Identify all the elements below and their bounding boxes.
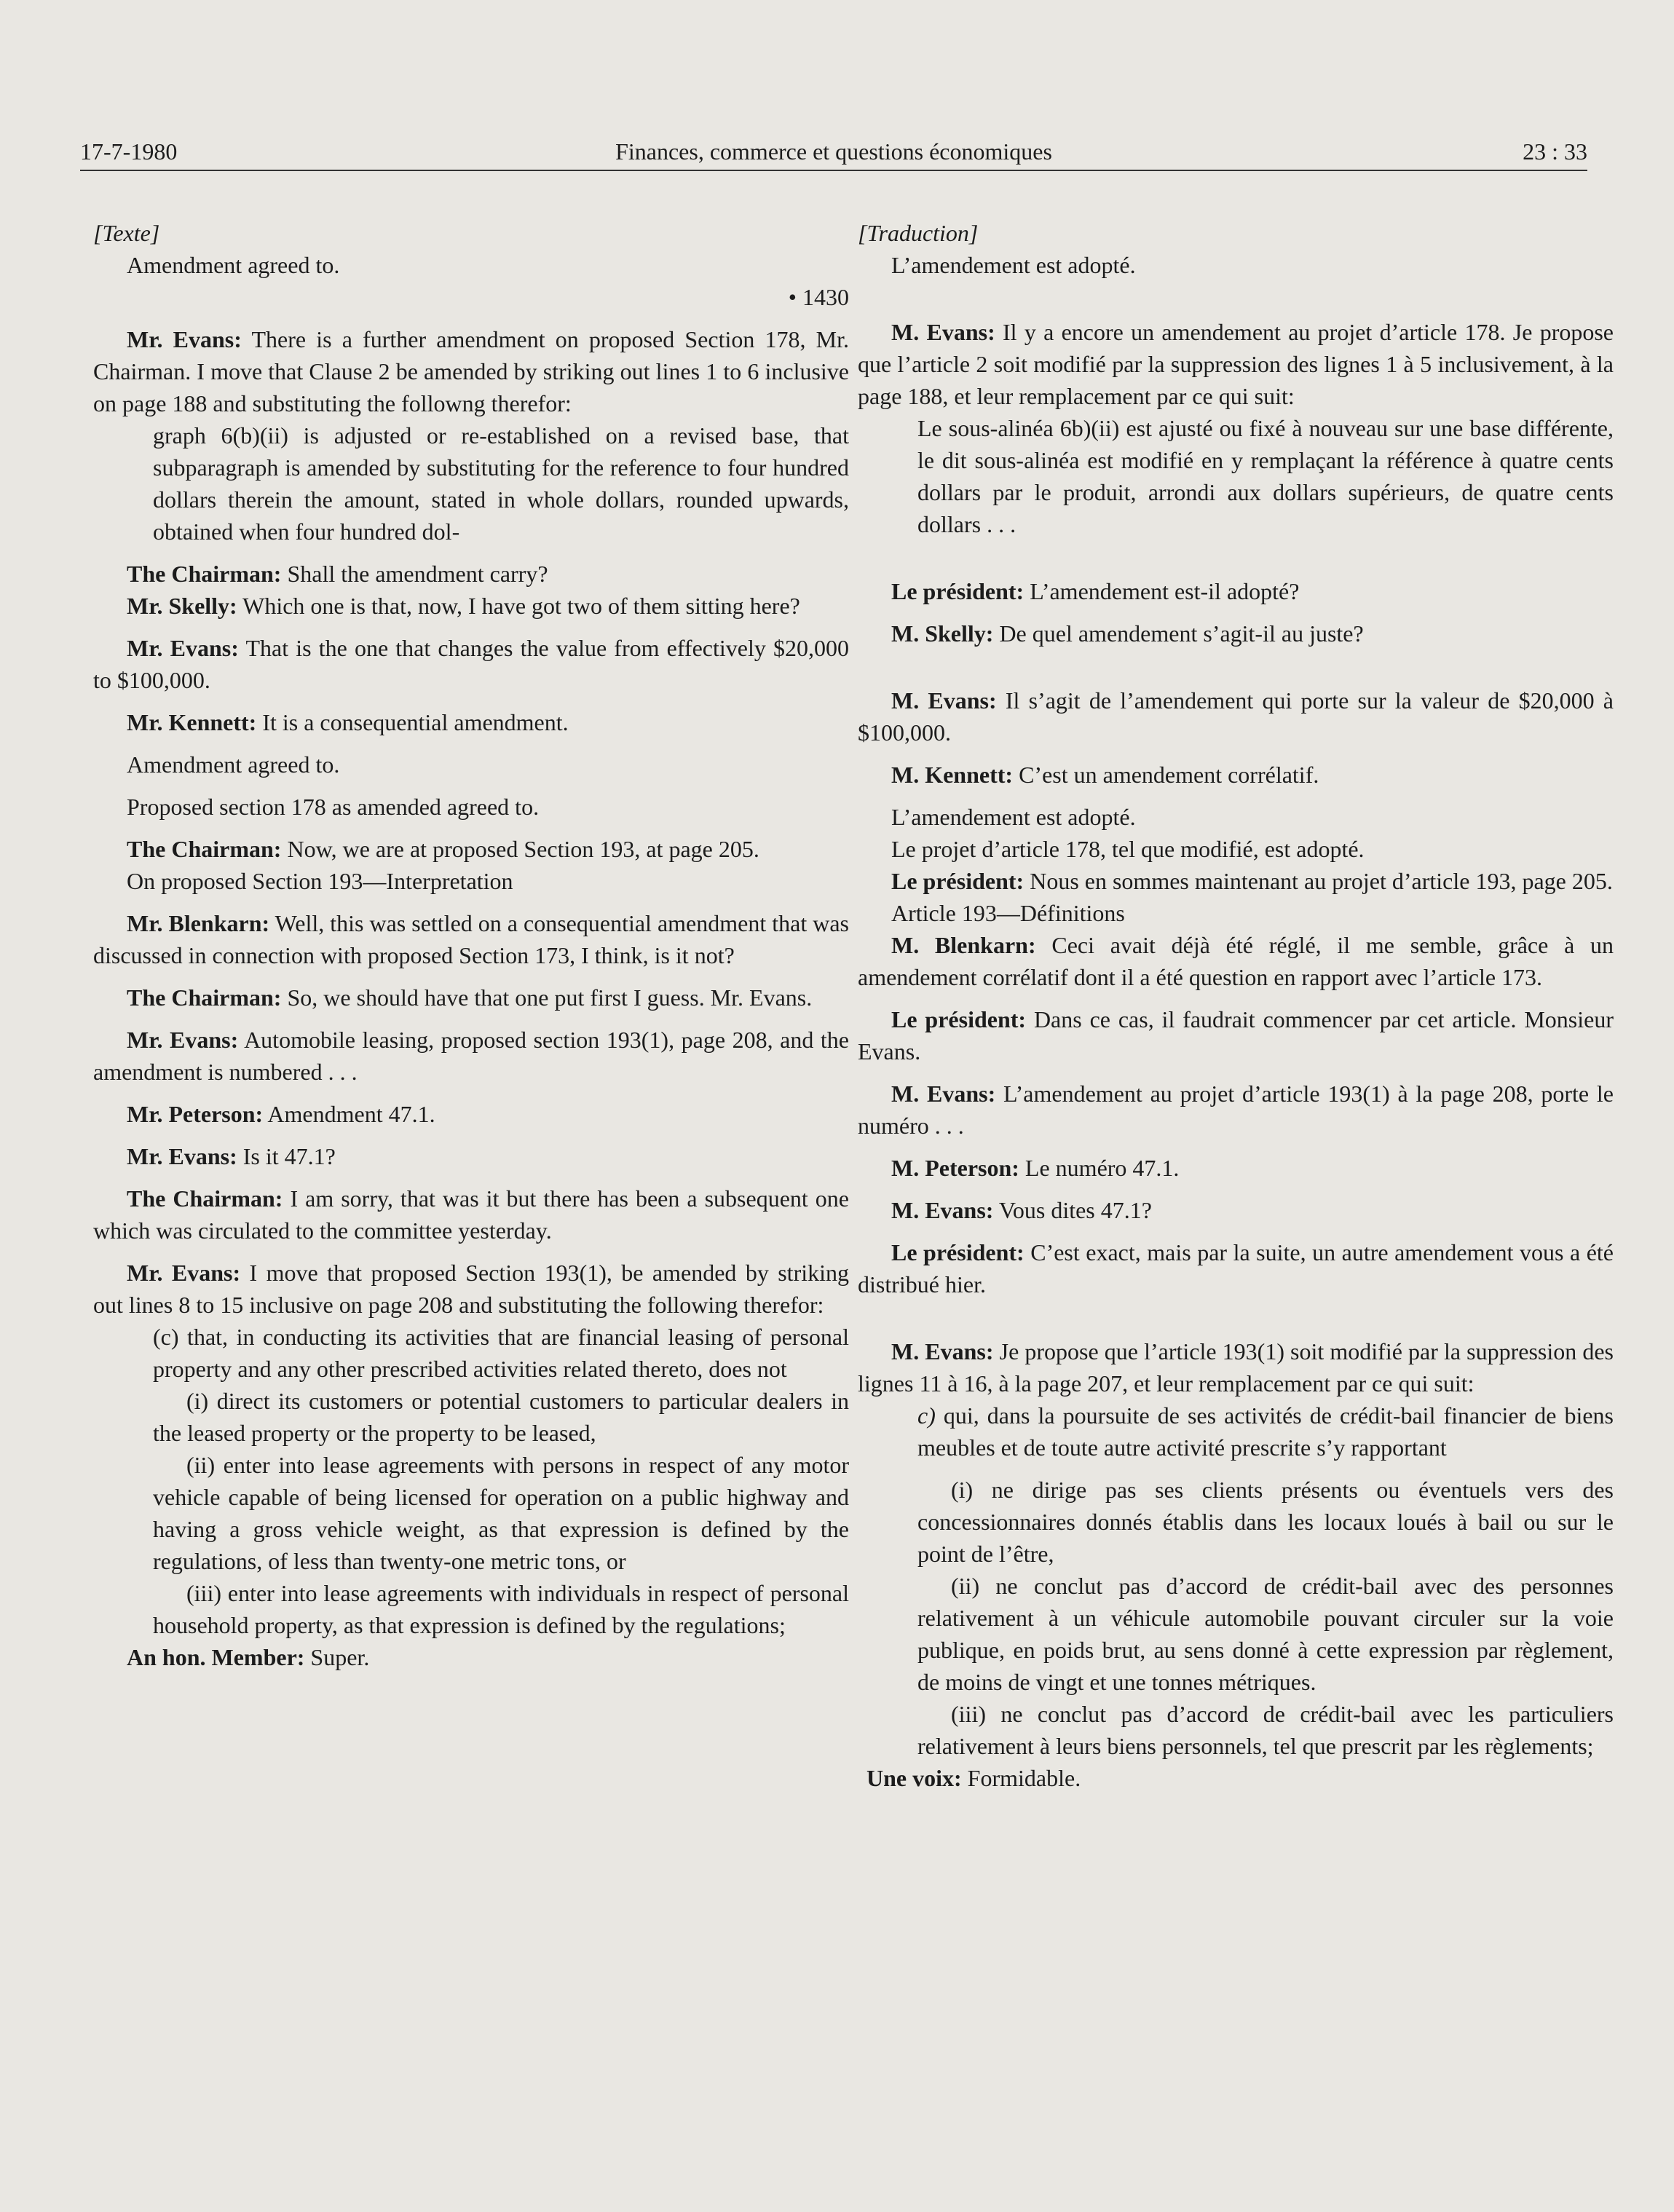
quote-item: (i) ne dirige pas ses clients présents ou éventuels vers des concessionnaires donnés établis dans les locaux loués à bail ou sur le point de l’être, <box>917 1477 1614 1567</box>
speaker: Mr. Evans: <box>127 1027 239 1053</box>
speech <box>93 981 849 1014</box>
speaker: Mr. Kennett: <box>127 709 257 735</box>
speech-text: I move that proposed Section 193(1), be amended by striking out lines 8 to 15 inclusive on page 208 and substituting the following therefor: <box>93 1260 850 1318</box>
paragraph: L’amendement est adopté. <box>891 252 1136 278</box>
speech <box>93 833 849 865</box>
speech-text: Is it 47.1? <box>237 1143 336 1169</box>
speech-text: That is the one that changes the value from effectively $20,000 to $100,000. <box>93 635 850 693</box>
header-date: 17-7-1980 <box>80 138 178 165</box>
speaker: Mr. Evans: <box>127 1260 241 1286</box>
speech <box>93 1182 849 1247</box>
speaker: M. Peterson: <box>891 1155 1019 1181</box>
speaker: M. Kennett: <box>891 762 1014 788</box>
speech <box>93 323 849 419</box>
speech <box>93 590 849 622</box>
speaker: The Chairman: <box>127 836 282 862</box>
quote-item: (iii) enter into lease agreements with individuals in respect of personal household property, as that expression is defined by the regulations; <box>153 1580 849 1638</box>
speaker: An hon. Member: <box>127 1644 305 1670</box>
speech-text: So, we should have that one put first I guess. Mr. Evans. <box>281 984 813 1011</box>
left-column <box>93 217 849 1673</box>
header-title: Finances, commerce et questions économiques <box>615 138 1052 165</box>
quote: (c) that, in conducting its activities that are financial leasing of personal property and any other prescribed activities related thereto, does not <box>153 1324 849 1382</box>
speech <box>93 1641 849 1673</box>
speech <box>93 1257 849 1321</box>
speaker: Le président: <box>891 1239 1024 1265</box>
speaker: Mr. Evans: <box>127 1143 237 1169</box>
speaker: Une voix: <box>866 1765 962 1791</box>
speech <box>93 706 849 738</box>
speaker: The Chairman: <box>127 1185 283 1212</box>
speech <box>93 1098 849 1130</box>
speech-text: Dans ce cas, il faudrait commencer par cet article. Monsieur Evans. <box>858 1006 1614 1064</box>
speaker: Mr. Skelly: <box>127 593 237 619</box>
header-rule <box>80 170 1587 171</box>
quote-item: (ii) ne conclut pas d’accord de crédit-bail avec des personnes relativement à un véhicule automobile pouvant circuler sur la voie publique, en poids brut, au sens donné à cette expression par règlement, de moins de vingt et une tonnes métriques. <box>917 1573 1614 1695</box>
paragraph: Amendment agreed to. <box>127 252 340 278</box>
speaker: M. Skelly: <box>891 620 994 647</box>
speaker: Mr. Blenkarn: <box>127 910 270 936</box>
speech <box>858 929 1614 993</box>
speech <box>93 558 849 590</box>
quote-item: (ii) enter into lease agreements with persons in respect of any motor vehicle capable of being licensed for operation on a public highway and having a gross vehicle weight, as that expression is defined by the regulations, of less than twenty-one metric tons, or <box>153 1452 849 1574</box>
speech-text: Vous dites 47.1? <box>993 1197 1152 1223</box>
speech-text: Which one is that, now, I have got two of them sitting here? <box>237 593 800 619</box>
speech-text: Super. <box>304 1644 370 1670</box>
speaker: Le président: <box>891 868 1024 894</box>
speaker: The Chairman: <box>127 984 282 1011</box>
speaker: M. Blenkarn: <box>891 932 1036 958</box>
speech <box>858 1003 1614 1067</box>
right-column <box>858 217 1614 1794</box>
speech-text: Ceci avait déjà été réglé, il me semble, grâce à un amendement corrélatif dont il a été question en rapport avec l’article 173. <box>858 932 1614 990</box>
paragraph: Le projet d’article 178, tel que modifié, est adopté. <box>891 836 1365 862</box>
speech-text: It is a consequential amendment. <box>256 709 569 735</box>
paragraph: Amendment agreed to. <box>127 751 340 778</box>
speech <box>858 575 1614 607</box>
paragraph: L’amendement est adopté. <box>891 804 1136 830</box>
speech-text: Formidable. <box>961 1765 1081 1791</box>
header-page-number: 23 : 33 <box>1523 138 1587 165</box>
speech <box>858 1152 1614 1184</box>
clause-letter: c) <box>917 1402 936 1429</box>
speech-text: Well, this was settled on a consequential amendment that was discussed in connection with proposed Section 173, I think, is it not? <box>93 910 850 968</box>
quote <box>858 1399 1614 1464</box>
speaker: Mr. Peterson: <box>127 1101 264 1127</box>
speech-text: Now, we are at proposed Section 193, at page 205. <box>281 836 759 862</box>
speaker: M. Evans: <box>891 687 997 714</box>
speech-text: There is a further amendment on proposed Section 178, Mr. Chairman. I move that Clause 2 be amended by striking out lines 1 to 6 inclusive on page 188 and substituting the followng therefor: <box>93 326 849 416</box>
quote-text: qui, dans la poursuite de ses activités de crédit-bail financier de biens meubles et de toute autre activité prescrite s’y rapportant <box>917 1402 1614 1461</box>
text-tag: [Texte] <box>93 220 160 246</box>
speech <box>858 865 1614 897</box>
speech <box>858 684 1614 748</box>
speech <box>93 632 849 696</box>
speaker: Mr. Evans: <box>127 635 239 661</box>
speech-text: Amendment 47.1. <box>263 1101 435 1127</box>
running-header <box>80 138 1587 167</box>
quote-item: (i) direct its customers or potential customers to particular dealers in the leased property or the property to be leased, <box>153 1388 849 1446</box>
speaker: M. Evans: <box>891 1338 994 1364</box>
speech-text: L’amendement est-il adopté? <box>1024 578 1300 604</box>
speech <box>858 759 1614 791</box>
quote: Le sous-alinéa 6b)(ii) est ajusté ou fixé à nouveau sur une base différente, le dit sous-alinéa est modifié en y remplaçant la référence à quatre cents dollars par le produit, arrondi aux dollars supérieurs, de quatre cents dollars . . . <box>917 415 1614 537</box>
speech <box>93 1140 849 1172</box>
speech <box>858 617 1614 649</box>
speech <box>858 1236 1614 1300</box>
section-heading: On proposed Section 193—Interpretation <box>127 868 513 894</box>
section-heading: Article 193—Définitions <box>891 900 1125 926</box>
speech <box>858 1335 1614 1399</box>
speech-text: Le numéro 47.1. <box>1019 1155 1180 1181</box>
speaker: M. Evans: <box>891 1081 996 1107</box>
speech <box>93 1024 849 1088</box>
speech <box>858 1194 1614 1226</box>
speech-text: C’est un amendement corrélatif. <box>1013 762 1319 788</box>
quote-item: (iii) ne conclut pas d’accord de crédit-bail avec les particuliers relativement à leurs biens personnels, tel que prescrit par les règlements; <box>917 1701 1614 1759</box>
speech-text: Il s’agit de l’amendement qui porte sur la valeur de $20,000 à $100,000. <box>858 687 1614 746</box>
quote: graph 6(b)(ii) is adjusted or re-established on a revised base, that subparagraph is amended by substituting for the reference to four hundred dollars therein the amount, stated in whole dollars, rounded upwards, obtained when four hundred dol- <box>153 422 849 545</box>
speech-text: Nous en sommes maintenant au projet d’article 193, page 205. <box>1024 868 1613 894</box>
timestamp: • 1430 <box>788 284 849 310</box>
speaker: M. Evans: <box>891 319 995 345</box>
translation-tag: [Traduction] <box>858 220 979 246</box>
speech-text: Il y a encore un amendement au projet d’article 178. Je propose que l’article 2 soit modifié par la suppression des lignes 1 à 5 inclusivement, à la page 188, et leur remplacement par ce qui suit: <box>858 319 1614 409</box>
speaker: Le président: <box>891 1006 1027 1032</box>
speech-text: I am sorry, that was it but there has been a subsequent one which was circulated to the committee yesterday. <box>93 1185 850 1244</box>
speech-text: L’amendement au projet d’article 193(1) à la page 208, porte le numéro . . . <box>858 1081 1614 1139</box>
speech <box>858 316 1614 412</box>
speaker: Mr. Evans: <box>127 326 242 352</box>
speech-text: De quel amendement s’agit-il au juste? <box>993 620 1364 647</box>
speech-text: Automobile leasing, proposed section 193(1), page 208, and the amendment is numbered . . . <box>93 1027 850 1085</box>
speech <box>858 1762 1614 1794</box>
speaker: M. Evans: <box>891 1197 994 1223</box>
speech <box>858 1078 1614 1142</box>
speech <box>93 907 849 971</box>
speech-text: C’est exact, mais par la suite, un autre amendement vous a été distribué hier. <box>858 1239 1614 1297</box>
speaker: Le président: <box>891 578 1024 604</box>
paragraph: Proposed section 178 as amended agreed to. <box>127 794 540 820</box>
speaker: The Chairman: <box>127 561 282 587</box>
speech-text: Je propose que l’article 193(1) soit modifié par la suppression des lignes 11 à 16, à la page 207, et leur remplacement par ce qui suit: <box>858 1338 1614 1397</box>
speech-text: Shall the amendment carry? <box>281 561 548 587</box>
